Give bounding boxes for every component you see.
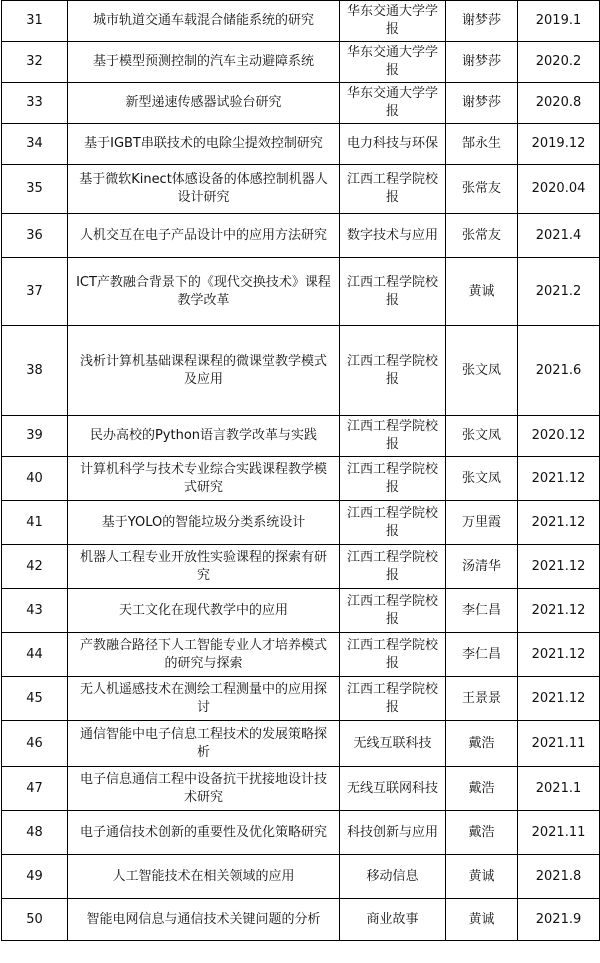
row-number: 39: [2, 416, 68, 457]
row-number: 45: [2, 677, 68, 721]
publish-date: 2021.1: [518, 767, 600, 811]
journal-name: 江西工程学院校报: [340, 633, 446, 677]
publish-date: 2021.11: [518, 721, 600, 767]
author-name: 张文凤: [446, 457, 518, 501]
journal-name: 华东交通大学学报: [340, 83, 446, 124]
table-row: [2, 165, 600, 214]
paper-title: 基于YOLO的智能垃圾分类系统设计: [68, 501, 340, 545]
table-row: [2, 501, 600, 545]
table-row: [2, 214, 600, 258]
table-row: [2, 721, 600, 767]
paper-title: 无人机遥感技术在测绘工程测量中的应用探讨: [68, 677, 340, 721]
journal-name: 电力科技与环保: [340, 124, 446, 165]
publish-date: 2019.1: [518, 1, 600, 42]
table-row: [2, 589, 600, 633]
journal-name: 江西工程学院校报: [340, 501, 446, 545]
publish-date: 2021.12: [518, 545, 600, 589]
journal-name: 江西工程学院校报: [340, 677, 446, 721]
paper-title: 民办高校的Python语言教学改革与实践: [68, 416, 340, 457]
author-name: 万里霞: [446, 501, 518, 545]
paper-title: 城市轨道交通车载混合储能系统的研究: [68, 1, 340, 42]
paper-title: 计算机科学与技术专业综合实践课程教学模式研究: [68, 457, 340, 501]
paper-title: 基于模型预测控制的汽车主动避障系统: [68, 42, 340, 83]
journal-name: 移动信息: [340, 855, 446, 899]
publish-date: 2021.12: [518, 633, 600, 677]
publish-date: 2020.12: [518, 416, 600, 457]
author-name: 王景景: [446, 677, 518, 721]
row-number: 44: [2, 633, 68, 677]
table-row: [2, 258, 600, 326]
author-name: 黄诚: [446, 258, 518, 326]
table-row: [2, 855, 600, 899]
row-number: 38: [2, 326, 68, 416]
table-row: [2, 811, 600, 855]
publication-table: [1, 0, 600, 941]
journal-name: 华东交通大学学报: [340, 42, 446, 83]
paper-title: 基于微软Kinect体感设备的体感控制机器人设计研究: [68, 165, 340, 214]
row-number: 49: [2, 855, 68, 899]
row-number: 50: [2, 899, 68, 941]
paper-title: 电子信息通信工程中设备抗干扰接地设计技术研究: [68, 767, 340, 811]
table-row: [2, 677, 600, 721]
journal-name: 华东交通大学学报: [340, 1, 446, 42]
row-number: 48: [2, 811, 68, 855]
author-name: 李仁昌: [446, 589, 518, 633]
journal-name: 江西工程学院校报: [340, 589, 446, 633]
table-row: [2, 767, 600, 811]
table-row: [2, 326, 600, 416]
row-number: 33: [2, 83, 68, 124]
journal-name: 江西工程学院校报: [340, 258, 446, 326]
author-name: 张文凤: [446, 416, 518, 457]
author-name: 李仁昌: [446, 633, 518, 677]
journal-name: 无线互联科技: [340, 721, 446, 767]
journal-name: 数字技术与应用: [340, 214, 446, 258]
author-name: 张常友: [446, 165, 518, 214]
table-row: [2, 1, 600, 42]
paper-title: ICT产教融合背景下的《现代交换技术》课程教学改革: [68, 258, 340, 326]
publish-date: 2021.12: [518, 589, 600, 633]
row-number: 43: [2, 589, 68, 633]
author-name: 谢梦莎: [446, 42, 518, 83]
publish-date: 2021.8: [518, 855, 600, 899]
row-number: 31: [2, 1, 68, 42]
row-number: 34: [2, 124, 68, 165]
journal-name: 江西工程学院校报: [340, 545, 446, 589]
table-row: [2, 124, 600, 165]
publish-date: 2021.12: [518, 501, 600, 545]
publish-date: 2020.04: [518, 165, 600, 214]
row-number: 35: [2, 165, 68, 214]
table-row: [2, 83, 600, 124]
table-row: [2, 633, 600, 677]
table-row: [2, 899, 600, 941]
publish-date: 2019.12: [518, 124, 600, 165]
paper-title: 通信智能中电子信息工程技术的发展策略探析: [68, 721, 340, 767]
publish-date: 2020.2: [518, 42, 600, 83]
author-name: 黄诚: [446, 855, 518, 899]
author-name: 谢梦莎: [446, 83, 518, 124]
author-name: 郜永生: [446, 124, 518, 165]
journal-name: 江西工程学院校报: [340, 416, 446, 457]
journal-name: 江西工程学院校报: [340, 326, 446, 416]
paper-title: 天工文化在现代教学中的应用: [68, 589, 340, 633]
author-name: 谢梦莎: [446, 1, 518, 42]
author-name: 戴浩: [446, 811, 518, 855]
paper-title: 人工智能技术在相关领域的应用: [68, 855, 340, 899]
publish-date: 2021.6: [518, 326, 600, 416]
author-name: 张文凤: [446, 326, 518, 416]
author-name: 戴浩: [446, 721, 518, 767]
journal-name: 江西工程学院校报: [340, 165, 446, 214]
journal-name: 科技创新与应用: [340, 811, 446, 855]
publication-table-container: [1, 0, 599, 941]
publish-date: 2021.4: [518, 214, 600, 258]
row-number: 37: [2, 258, 68, 326]
row-number: 42: [2, 545, 68, 589]
table-row: [2, 416, 600, 457]
publish-date: 2021.9: [518, 899, 600, 941]
paper-title: 新型递速传感器试验台研究: [68, 83, 340, 124]
table-row: [2, 42, 600, 83]
publish-date: 2020.8: [518, 83, 600, 124]
row-number: 41: [2, 501, 68, 545]
paper-title: 浅析计算机基础课程课程的微课堂教学模式及应用: [68, 326, 340, 416]
journal-name: 商业故事: [340, 899, 446, 941]
row-number: 36: [2, 214, 68, 258]
row-number: 40: [2, 457, 68, 501]
publish-date: 2021.12: [518, 457, 600, 501]
author-name: 戴浩: [446, 767, 518, 811]
author-name: 张常友: [446, 214, 518, 258]
paper-title: 基于IGBT串联技术的电除尘提效控制研究: [68, 124, 340, 165]
paper-title: 产教融合路径下人工智能专业人才培养模式的研究与探索: [68, 633, 340, 677]
publish-date: 2021.2: [518, 258, 600, 326]
paper-title: 智能电网信息与通信技术关键问题的分析: [68, 899, 340, 941]
row-number: 32: [2, 42, 68, 83]
publish-date: 2021.11: [518, 811, 600, 855]
journal-name: 无线互联网科技: [340, 767, 446, 811]
table-row: [2, 457, 600, 501]
paper-title: 电子通信技术创新的重要性及优化策略研究: [68, 811, 340, 855]
author-name: 黄诚: [446, 899, 518, 941]
journal-name: 江西工程学院校报: [340, 457, 446, 501]
table-row: [2, 545, 600, 589]
paper-title: 机器人工程专业开放性实验课程的探索有研究: [68, 545, 340, 589]
row-number: 47: [2, 767, 68, 811]
row-number: 46: [2, 721, 68, 767]
paper-title: 人机交互在电子产品设计中的应用方法研究: [68, 214, 340, 258]
publish-date: 2021.12: [518, 677, 600, 721]
author-name: 汤清华: [446, 545, 518, 589]
